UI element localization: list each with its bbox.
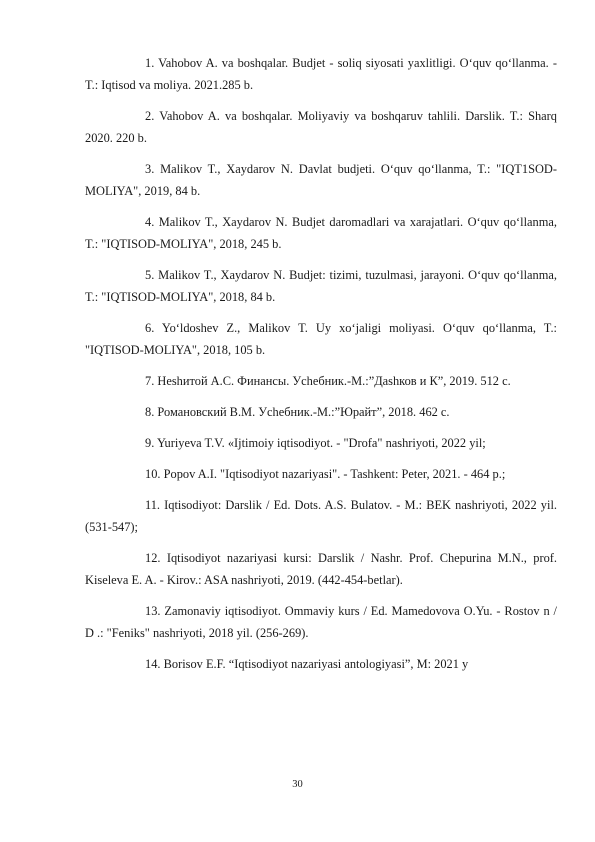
reference-list (85, 52, 557, 684)
reference-text: Malikov T., Xaydarov N. Budjet daromadlari va xarajatlari. O‘quv qo‘llanma, T.: "IQTISOD-MOLIYA", 2018, 245 b. (85, 215, 557, 251)
reference-number: 13. (145, 604, 161, 618)
reference-text: Malikov T., Xaydarov N. Davlat budjeti. O‘quv qo‘llanma, T.: "IQT1SOD-MOLIYA", 2019, 84 b. (85, 162, 557, 198)
reference-text: Borisov E.F. “Iqtisodiyot nazariyasi antologiyasi”, M: 2021 y (163, 657, 469, 671)
reference-text: Popov A.I. "Iqtisodiyot nazariyasi". - Tashkent: Peter, 2021. - 464 p.; (163, 467, 506, 481)
reference-item (85, 494, 557, 538)
reference-item (85, 432, 557, 454)
reference-number: 8. (145, 405, 155, 419)
reference-item (85, 600, 557, 644)
reference-number: 4. (145, 215, 155, 229)
reference-item (85, 52, 557, 96)
reference-text: Malikov T., Xaydarov N. Budjet: tizimi, tuzulmasi, jarayoni. O‘quv qo‘llanma, T.: "IQTISOD-MOLIYA", 2018, 84 b. (85, 268, 557, 304)
reference-item (85, 653, 557, 675)
reference-item (85, 264, 557, 308)
reference-item (85, 370, 557, 392)
reference-item (85, 158, 557, 202)
reference-text: Iqtisodiyot nazariyasi kursi: Darslik / Nashr. Prof. Chepurina M.N., prof. Kiseleva E. A. - Kirov.: ASA nashriyoti, 2019. (442-454-betlar). (85, 551, 557, 587)
reference-number: 11. (145, 498, 161, 512)
reference-item (85, 317, 557, 361)
reference-item (85, 211, 557, 255)
reference-text: Нeshитой А.С. Финансы. Уcheбник.-М.:”Дashков и К”, 2019. 512 с. (157, 374, 511, 388)
reference-number: 1. (145, 56, 155, 70)
reference-number: 9. (145, 436, 155, 450)
reference-number: 12. (145, 551, 161, 565)
reference-text: Vahobov A. va boshqalar. Budjet - soliq siyosati yaxlitligi. O‘quv qo‘llanma. - T.: Iqtisod va moliya. 2021.285 b. (85, 56, 557, 92)
reference-text: Yo‘ldoshev Z., Malikov T. Uy xo‘jaligi moliyasi. O‘quv qo‘llanma, T.: "IQTISOD-MOLIYA", 2018, 105 b. (85, 321, 557, 357)
reference-item (85, 401, 557, 423)
reference-number: 7. (145, 374, 155, 388)
reference-number: 5. (145, 268, 155, 282)
reference-text: Zamonaviy iqtisodiyot. Ommaviy kurs / Ed. Mamedovova O.Yu. - Rostov n / D .: "Feniks" nashriyoti, 2018 yil. (256-269). (85, 604, 557, 640)
reference-number: 3. (145, 162, 155, 176)
reference-text: Iqtisodiyot: Darslik / Ed. Dots. A.S. Bulatov. - M.: BEK nashriyoti, 2022 yil. (531-547); (85, 498, 557, 534)
reference-number: 2. (145, 109, 155, 123)
page-number: 30 (292, 779, 303, 790)
reference-number: 6. (145, 321, 155, 335)
reference-text: Yuriyeva T.V. «Ijtimoiy iqtisodiyot. - "Drofa" nashriyoti, 2022 yil; (156, 436, 486, 450)
reference-item (85, 105, 557, 149)
reference-number: 10. (145, 467, 161, 481)
reference-item (85, 463, 557, 485)
reference-number: 14. (145, 657, 161, 671)
reference-text: Романовский В.М. Уcheбник.-М.:”Юрайт”, 2018. 462 с. (157, 405, 450, 419)
reference-item (85, 547, 557, 591)
reference-text: Vahobov A. va boshqalar. Moliyaviy va boshqaruv tahlili. Darslik. T.: Sharq 2020. 220 b. (85, 109, 558, 145)
